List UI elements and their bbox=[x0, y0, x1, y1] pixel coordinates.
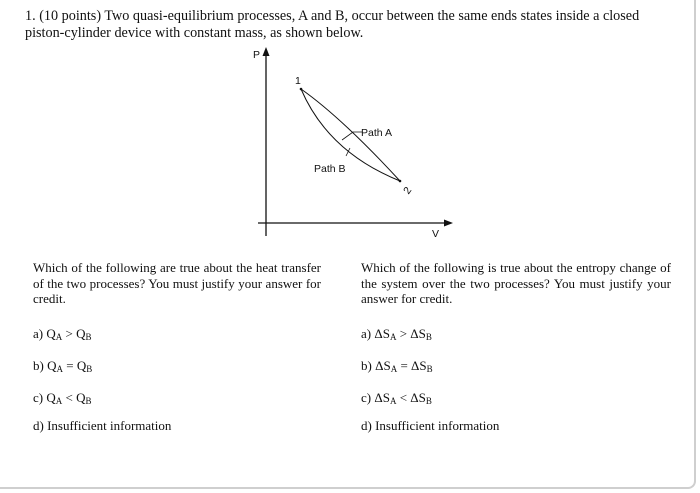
question-text: 1. (10 points) Two quasi-equilibrium processes, A and B, occur between the same ends states inside a closed piston-cylinder device with constant mass, as shown below. bbox=[25, 8, 640, 41]
heat-option-c[interactable]: c) $Q_A < Q_B$ bbox=[33, 390, 92, 406]
path-a-label: Path A bbox=[361, 127, 392, 139]
heat-option-a[interactable]: a) $Q_A > Q_B$ bbox=[33, 326, 92, 342]
path-b-label: Path B bbox=[314, 163, 346, 175]
state-1-label: 1 bbox=[295, 75, 301, 87]
state-2-label: 2 bbox=[401, 184, 415, 197]
entropy-option-a[interactable]: a) $\Delta S_A > \Delta S_B$ bbox=[361, 326, 432, 342]
pv-diagram bbox=[250, 44, 460, 244]
heat-option-b[interactable]: b) $Q_A = Q_B$ bbox=[33, 358, 93, 374]
entropy-option-d[interactable]: d) Insufficient information bbox=[361, 418, 500, 433]
v-axis-arrowhead bbox=[444, 220, 453, 227]
entropy-option-b[interactable]: b) $\Delta S_A = \Delta S_B$ bbox=[361, 358, 433, 374]
state-1-point bbox=[300, 88, 303, 91]
state-2-point bbox=[399, 180, 402, 183]
pv-diagram-svg bbox=[250, 44, 460, 244]
heat-prompt: Which of the following are true about the heat transfer of the two processes? You must justify your answer for credit. bbox=[33, 260, 321, 306]
heat-transfer-question bbox=[33, 260, 321, 433]
p-axis-label: P bbox=[253, 49, 261, 61]
entropy-option-c[interactable]: c) $\Delta S_A < \Delta S_B$ bbox=[361, 390, 432, 406]
heat-option-d[interactable]: d) Insufficient information bbox=[33, 418, 172, 433]
v-axis-label: V bbox=[432, 228, 440, 240]
entropy-change-question bbox=[361, 260, 671, 433]
entropy-prompt: Which of the following is true about the entropy change of the system over the two processes? You must justify your answer for credit. bbox=[361, 260, 671, 306]
p-axis-arrowhead bbox=[263, 47, 270, 56]
